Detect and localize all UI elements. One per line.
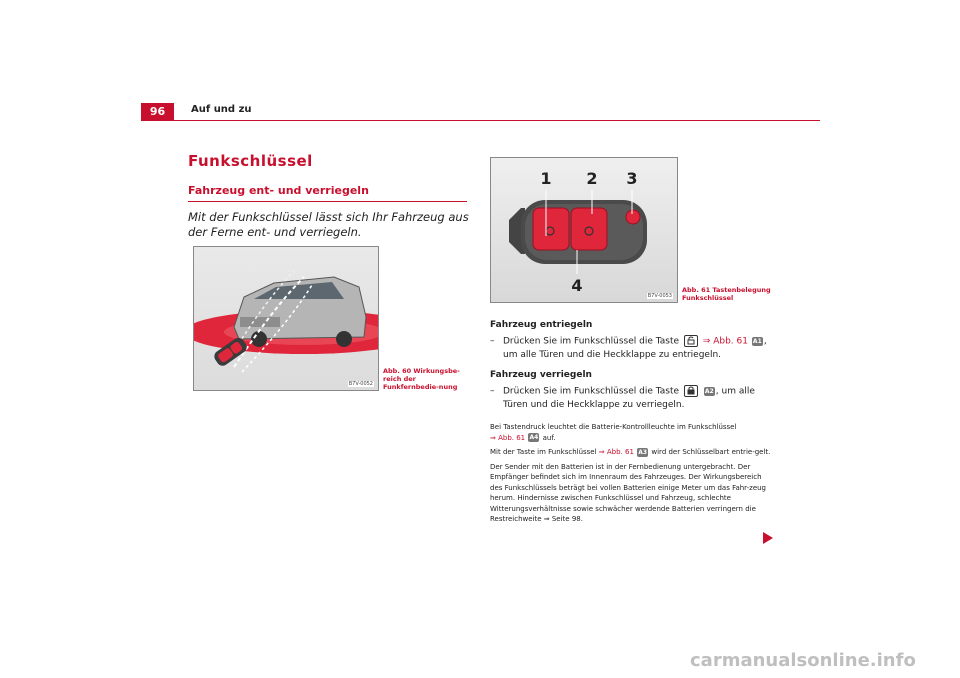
header-rule — [141, 120, 820, 121]
unlock-text-pre: Drücken Sie im Funkschlüssel die Taste — [503, 336, 680, 347]
next-page-arrow-icon[interactable] — [763, 532, 773, 544]
page-number: 96 — [141, 103, 174, 121]
notes-block — [490, 422, 775, 529]
note-text: Bei Tastendruck leuchtet die Batterie-Kontrollleuchte im Funkschlüssel — [490, 423, 737, 431]
subsection-rule — [188, 201, 467, 202]
note-figure-ref[interactable]: ⇒ Abb. 61 — [598, 448, 634, 456]
intro-text: Mit der Funkschlüssel lässt sich Ihr Fahrzeug aus der Ferne ent- und verriegeln. — [188, 210, 469, 239]
note-key-blade — [490, 447, 775, 458]
callout-tag-a1: A1 — [752, 337, 762, 345]
unlock-key-icon — [684, 335, 698, 347]
lock-heading: Fahrzeug verriegeln — [490, 370, 592, 380]
unlock-figure-ref[interactable]: ⇒ Abb. 61 — [702, 336, 748, 347]
list-dash: – — [490, 336, 495, 346]
unlock-text-post: , um alle Türen und die Heckklappe zu entriegeln. — [503, 336, 767, 360]
figure-60-caption: Abb. 60 Wirkungsbe-reich der Funkfernbedie-nung — [383, 367, 460, 391]
subsection-title: Fahrzeug ent- und verriegeln — [188, 184, 369, 197]
lock-text-post: , um alle Türen und die Heckklappe zu verriegeln. — [503, 386, 755, 410]
figure-code: B7V-0053 — [647, 293, 672, 299]
figure-60-remote-range — [193, 246, 379, 391]
key-illustration — [491, 158, 677, 302]
car-range-illustration — [194, 247, 378, 390]
note-figure-ref[interactable]: ⇒ Abb. 61 — [490, 433, 526, 442]
watermark: carmanualsonline.info — [690, 650, 916, 671]
note-text: wird der Schlüsselbart entrie-gelt. — [651, 448, 771, 456]
callout-tag-a2: A2 — [704, 387, 714, 395]
callout-tag-a4: A4 — [529, 434, 539, 441]
section-title: Funkschlüssel — [188, 152, 313, 170]
callout-label-2: 2 — [586, 169, 598, 188]
list-dash: – — [490, 386, 495, 396]
lock-text-pre: Drücken Sie im Funkschlüssel die Taste — [503, 386, 680, 397]
unlock-step — [490, 335, 780, 362]
callout-label-4: 4 — [571, 276, 583, 295]
figure-61-caption: Abb. 61 Tastenbelegung Funkschlüssel — [682, 286, 771, 302]
note-range: Der Sender mit den Batterien ist in der Fernbedienung untergebracht. Der Empfänger befindet sich im Innenraum des Fahrzeuges. Der Wirkungsbereich des Funkschlüssels beträgt bei vollen Batterien einige Meter um das Fahr-zeug herum. Hindernisse zwischen Funkschlüssel und Fahrzeug, schlechte Witterungsverhältnisse sowie schwächer werdende Batterien verringern die Restreichweite ⇒ Seite 98. — [490, 462, 767, 523]
lock-key-icon — [684, 385, 698, 397]
unlock-heading: Fahrzeug entriegeln — [490, 320, 593, 330]
note-text: auf. — [542, 433, 556, 442]
callout-label-1: 1 — [540, 169, 552, 188]
note-battery-light — [490, 422, 775, 443]
figure-code: B7V-0052 — [348, 381, 373, 387]
running-header: Auf und zu — [191, 104, 252, 115]
figure-61-key-buttons — [490, 157, 678, 303]
lock-step — [490, 385, 780, 412]
callout-tag-a3: A3 — [638, 448, 648, 456]
callout-label-3: 3 — [626, 169, 638, 188]
note-text: Mit der Taste im Funkschlüssel — [490, 448, 597, 456]
